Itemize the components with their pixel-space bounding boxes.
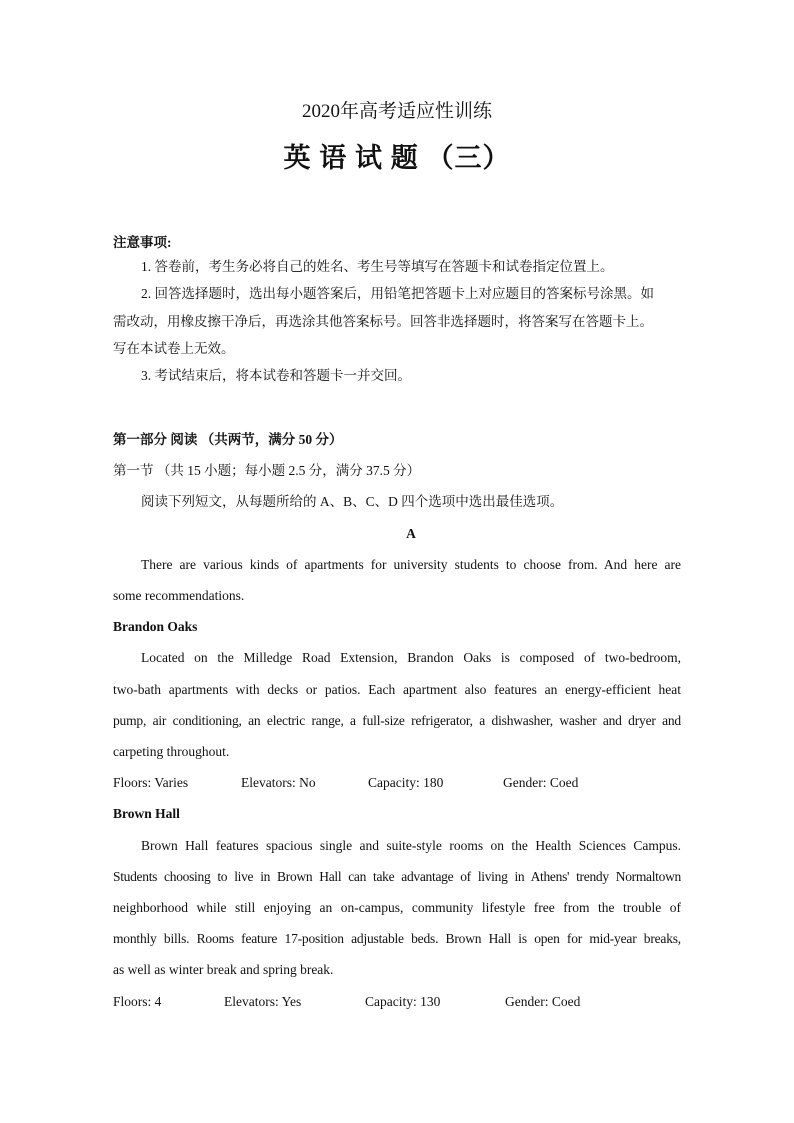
section1-heading: 第一节 （共 15 小题；每小题 2.5 分，满分 37.5 分）: [113, 463, 421, 478]
notice-item-2-line-2: 需改动，用橡皮擦干净后，再选涂其他答案标号。回答非选择题时，将答案写在答题卡上。: [113, 314, 653, 329]
brown-line-1: Brown Hall features spacious single and suite-style rooms on the Health Sciences Campus.: [141, 838, 681, 853]
brown-capacity: Capacity: 130: [365, 994, 441, 1009]
brown-hall-heading: Brown Hall: [113, 806, 180, 821]
reading-instruction: 阅读下列短文，从每题所给的 A、B、C、D 四个选项中选出最佳选项。: [141, 494, 564, 509]
brandon-floors: Floors: Varies: [113, 775, 189, 790]
notice-heading: 注意事项:: [113, 235, 172, 250]
notice-item-2-line-3: 写在本试卷上无效。: [113, 341, 235, 356]
brandon-line-4: carpeting throughout.: [113, 744, 230, 759]
brandon-capacity: Capacity: 180: [368, 775, 444, 790]
brandon-line-1: Located on the Milledge Road Extension, Brandon Oaks is composed of two-bedroom,: [141, 650, 681, 665]
notice-item-2-line-1: 2. 回答选择题时，选出每小题答案后，用铅笔把答题卡上对应题目的答案标号涂黑。如: [141, 286, 654, 301]
brown-line-2: Students choosing to live in Brown Hall can take advantage of living in Athens' trendy Normaltown: [113, 869, 681, 884]
passage-intro-line-1: There are various kinds of apartments for university students to choose from. And here are: [141, 557, 681, 572]
exam-subtitle: 英 语 试 题 （三）: [283, 143, 511, 173]
brown-floors: Floors: 4: [113, 994, 162, 1009]
brown-specs: [0, 992, 794, 1012]
passage-intro-line-2: some recommendations.: [113, 588, 245, 603]
exam-title: 2020年高考适应性训练: [301, 101, 492, 122]
brown-line-5: as well as winter break and spring break.: [113, 962, 334, 977]
brown-line-3: neighborhood while still enjoying an on-campus, community lifestyle free from the trouble of: [113, 900, 681, 915]
brandon-oaks-heading: Brandon Oaks: [113, 619, 198, 634]
brandon-line-2: two-bath apartments with decks or patios. Each apartment also features an energy-efficient heat: [113, 682, 681, 697]
part1-heading: 第一部分 阅读 （共两节，满分 50 分）: [113, 432, 343, 447]
brandon-elevators: Elevators: No: [241, 775, 316, 790]
notice-item-1: 1. 答卷前，考生务必将自己的姓名、考生号等填写在答题卡和试卷指定位置上。: [141, 259, 614, 274]
brandon-line-3: pump, air conditioning, an electric range, a full-size refrigerator, a dishwasher, washer and dryer and: [113, 713, 681, 728]
brandon-specs: [0, 773, 794, 793]
brown-line-4: monthly bills. Rooms feature 17-position adjustable beds. Brown Hall is open for mid-year breaks,: [113, 931, 681, 946]
brown-elevators: Elevators: Yes: [224, 994, 302, 1009]
passage-label: A: [406, 526, 416, 541]
notice-item-3: 3. 考试结束后，将本试卷和答题卡一并交回。: [141, 368, 411, 383]
brown-gender: Gender: Coed: [505, 994, 581, 1009]
brandon-gender: Gender: Coed: [503, 775, 579, 790]
